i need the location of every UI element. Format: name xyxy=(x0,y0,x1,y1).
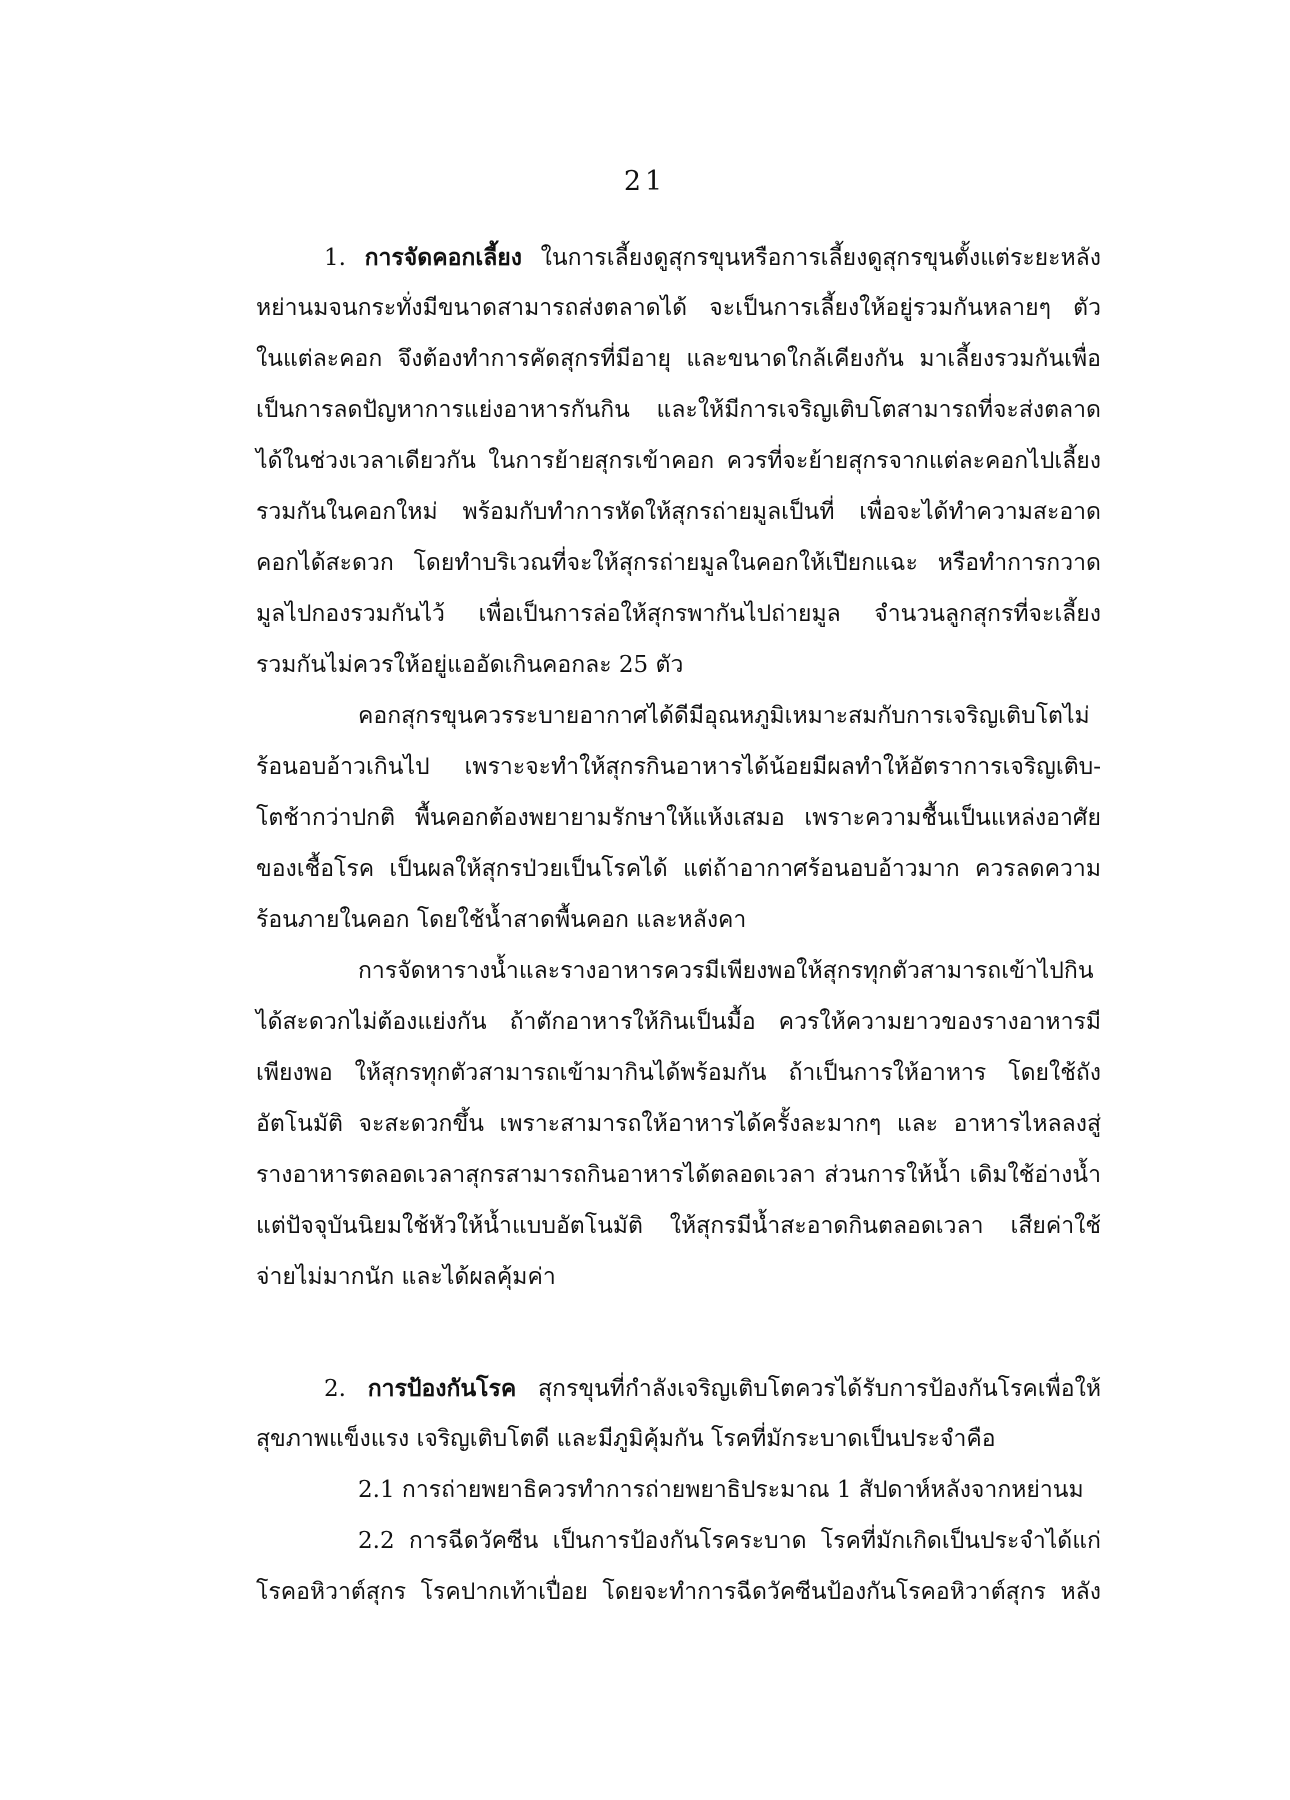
paragraph-line: หย่านมจนกระทั่งมีขนาดสามารถส่งตลาดได้ จะเป็นการเลี้ยงให้อยู่รวมกันหลายๆ ตัว xyxy=(256,295,1101,321)
paragraph-line: รางอาหารตลอดเวลาสุกรสามารถกินอาหารได้ตลอดเวลา ส่วนการให้น้ำ เดิมใช้อ่างน้ำ xyxy=(256,1162,1101,1188)
paragraph-line: สุขภาพแข็งแรง เจริญเติบโตดี และมีภูมิคุ้มกัน โรคที่มักระบาดเป็นประจำคือ xyxy=(256,1426,996,1452)
paragraph-line: ได้สะดวกไม่ต้องแย่งกัน ถ้าตักอาหารให้กินเป็นมื้อ ควรให้ความยาวของรางอาหารมี xyxy=(256,1009,1101,1035)
section-2-heading: การป้องกันโรค xyxy=(367,1375,517,1402)
section-1-number: 1. xyxy=(324,245,346,271)
section-gap xyxy=(256,1303,1101,1363)
paragraph-line: ร้อนอบอ้าวเกินไป เพราะจะทำให้สุกรกินอาหารได้น้อยมีผลทำให้อัตราการเจริญเติบ- xyxy=(256,754,1101,780)
paragraph-line: รวมกันไม่ควรให้อยู่แออัดเกินคอกละ 25 ตัว xyxy=(256,652,684,678)
paragraph-line: ได้ในช่วงเวลาเดียวกัน ในการย้ายสุกรเข้าคอก ควรที่จะย้ายสุกรจากแต่ละคอกไปเลี้ยง xyxy=(256,448,1101,474)
paragraph-line: คอกสุกรขุนควรระบายอากาศได้ดีมีอุณหภูมิเหมาะสมกับการเจริญเติบโตไม่ xyxy=(358,703,1090,729)
paragraph-line: ของเชื้อโรค เป็นผลให้สุกรป่วยเป็นโรคได้ แต่ถ้าอากาศร้อนอบอ้าวมาก ควรลดความ xyxy=(256,856,1101,882)
section-1-first-line-text: ในการเลี้ยงดูสุกรขุนหรือการเลี้ยงดูสุกรขุนตั้งแต่ระยะหลัง xyxy=(540,245,1101,271)
section-2-number: 2. xyxy=(324,1376,346,1402)
section-1-heading: การจัดคอกเลี้ยง xyxy=(364,244,522,271)
paragraph-line: คอกได้สะดวก โดยทำบริเวณที่จะให้สุกรถ่ายมูลในคอกให้เปียกแฉะ หรือทำการกวาด xyxy=(256,550,1101,576)
paragraph-line: โรคอหิวาต์สุกร โรคปากเท้าเปื่อย โดยจะทำการฉีดวัคซีนป้องกันโรคอหิวาต์สุกร หลัง xyxy=(256,1579,1101,1605)
paragraph-line: แต่ปัจจุบันนิยมใช้หัวให้น้ำแบบอัตโนมัติ ให้สุกรมีน้ำสะอาดกินตลอดเวลา เสียค่าใช้ xyxy=(256,1213,1101,1239)
body-text xyxy=(256,232,1101,1618)
subsection-2-1: 2.1 การถ่ายพยาธิควรทำการถ่ายพยาธิประมาณ 1 สัปดาห์หลังจากหย่านม xyxy=(358,1477,1084,1503)
paragraph-line: อัตโนมัติ จะสะดวกขึ้น เพราะสามารถให้อาหารได้ครั้งละมากๆ และ อาหารไหลลงสู่ xyxy=(256,1111,1101,1137)
section-2-first-line xyxy=(256,1363,1101,1414)
paragraph-line: เป็นการลดปัญหาการแย่งอาหารกันกิน และให้มีการเจริญเติบโตสามารถที่จะส่งตลาด xyxy=(256,397,1101,423)
page-number: 21 xyxy=(623,166,667,197)
section-1-first-line xyxy=(256,232,1101,283)
paragraph-line: โตช้ากว่าปกติ พื้นคอกต้องพยายามรักษาให้แห้งเสมอ เพราะความชื้นเป็นแหล่งอาศัย xyxy=(256,805,1101,831)
paragraph-line: การจัดหารางน้ำและรางอาหารควรมีเพียงพอให้สุกรทุกตัวสามารถเข้าไปกิน xyxy=(358,958,1094,984)
paragraph-line: มูลไปกองรวมกันไว้ เพื่อเป็นการล่อให้สุกรพากันไปถ่ายมูล จำนวนลูกสุกรที่จะเลี้ยง xyxy=(256,601,1101,627)
paragraph-line: เพียงพอ ให้สุกรทุกตัวสามารถเข้ามากินได้พร้อมกัน ถ้าเป็นการให้อาหาร โดยใช้ถัง xyxy=(256,1060,1101,1086)
paragraph-line: จ่ายไม่มากนัก และได้ผลคุ้มค่า xyxy=(256,1264,556,1290)
paragraph-line: ร้อนภายในคอก โดยใช้น้ำสาดพื้นคอก และหลังคา xyxy=(256,907,747,933)
paragraph-line: ในแต่ละคอก จึงต้องทำการคัดสุกรที่มีอายุ และขนาดใกล้เคียงกัน มาเลี้ยงรวมกันเพื่อ xyxy=(256,346,1101,372)
paragraph-line: รวมกันในคอกใหม่ พร้อมกับทำการหัดให้สุกรถ่ายมูลเป็นที่ เพื่อจะได้ทำความสะอาด xyxy=(256,499,1101,525)
section-2-first-line-text: สุกรขุนที่กำลังเจริญเติบโตควรได้รับการป้องกันโรคเพื่อให้ xyxy=(538,1376,1101,1402)
subsection-2-2: 2.2 การฉีดวัคซีน เป็นการป้องกันโรคระบาด โรคที่มักเกิดเป็นประจำได้แก่ xyxy=(358,1528,1101,1554)
